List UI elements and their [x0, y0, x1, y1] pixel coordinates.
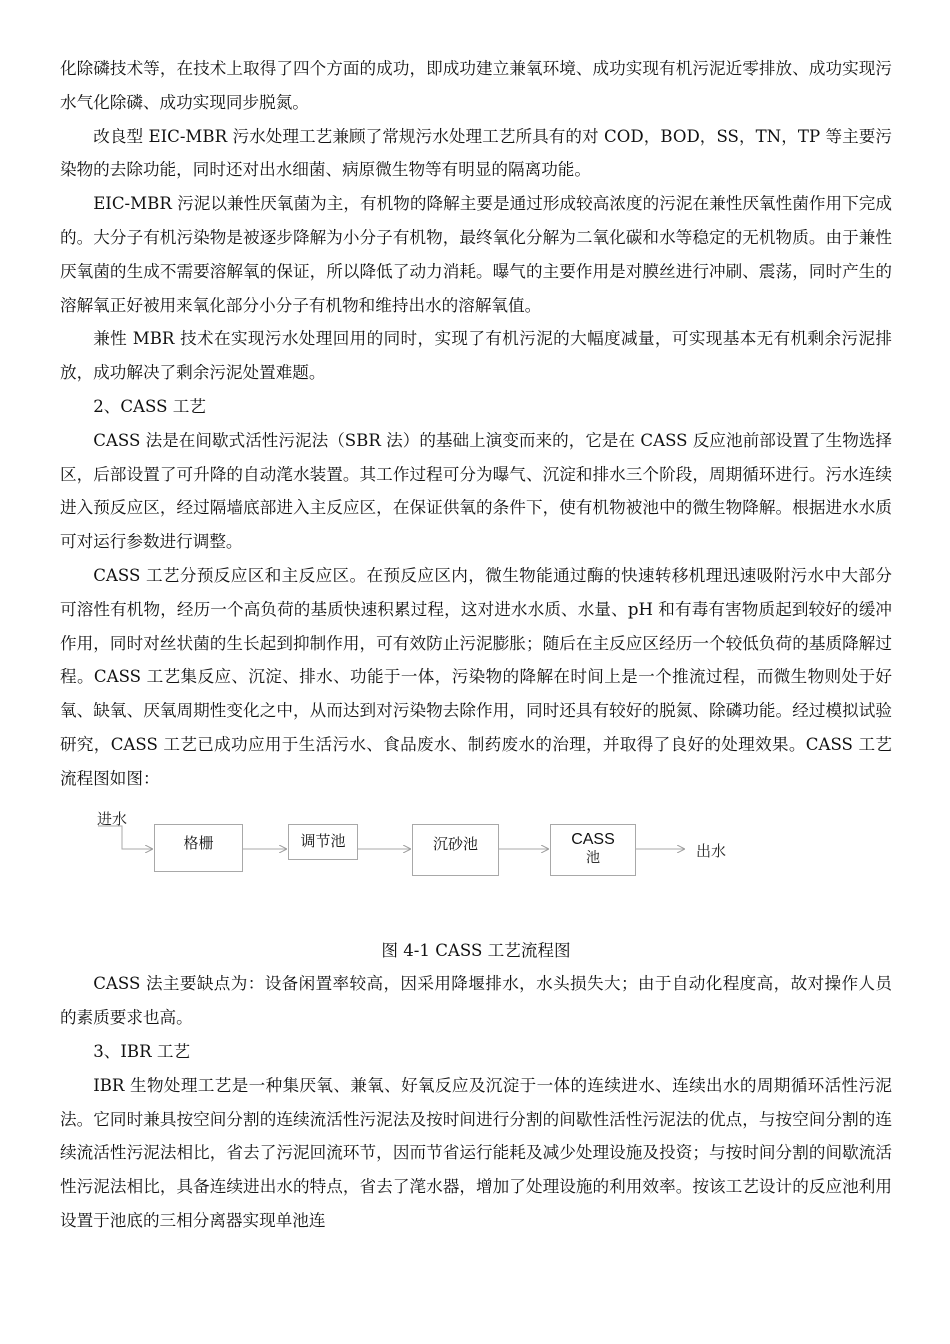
flow-step-regulating-tank — [288, 824, 358, 860]
flow-step-label: 格栅 — [183, 833, 214, 852]
flow-step-cass-tank — [550, 824, 636, 876]
flow-step-label: CASS — [571, 830, 615, 848]
figure-caption: 图 4-1 CASS 工艺流程图 — [381, 940, 571, 960]
document-page — [60, 52, 892, 1238]
section-heading-ibr: 3、IBR 工艺 — [93, 1041, 191, 1061]
paragraph: CASS 工艺分预反应区和主反应区。在预反应区内，微生物能通过酶的快速转移机理迅速吸附污水中大部分可溶性有机物，经历一个高负荷的基质快速积累过程，这对进水水质、水量、pH 和有毒有害物质起到较好的缓冲作用，同时对丝状菌的生长起到抑制作用，可有效防止污泥膨胀；随后在主反应区经历一个较低负荷的基质降解过程。CASS 工艺集反应、沉淀、排水、功能于一体，污染物的降解在时间上是一个推流过程，而微生物则处于好氧、缺氧、厌氧周期性变化之中，从而达到对污染物去除作用，同时还具有较好的脱氮、除磷功能。经过模拟试验研究，CASS 工艺已成功应用于生活污水、食品废水、制药废水的治理，并取得了良好的处理效果。CASS 工艺流程图如图： — [60, 565, 892, 788]
flow-step-label: 沉砂池 — [432, 834, 478, 853]
section-heading-cass: 2、CASS 工艺 — [93, 396, 206, 416]
paragraph: EIC-MBR 污泥以兼性厌氧菌为主，有机物的降解主要是通过形成较高浓度的污泥在兼性厌氧性菌作用下完成的。大分子有机污染物是被逐步降解为小分子有机物，最终氧化分解为二氧化碳和水等稳定的无机物质。由于兼性厌氧菌的生成不需要溶解氧的保证，所以降低了动力消耗。曝气的主要作用是对膜丝进行冲刷、震荡，同时产生的溶解氧正好被用来氧化部分小分子有机物和维持出水的溶解氧值。 — [60, 194, 892, 315]
paragraph: CASS 法主要缺点为：设备闲置率较高，因采用降堰排水，水头损失大；由于自动化程度高，故对操作人员的素质要求也高。 — [60, 974, 892, 1028]
inlet-arrow — [98, 826, 152, 849]
cass-flow-diagram — [60, 809, 892, 924]
flow-step-grit-chamber — [412, 824, 499, 876]
outlet-label: 出水 — [696, 841, 727, 860]
paragraph: 化除磷技术等，在技术上取得了四个方面的成功，即成功建立兼氧环境、成功实现有机污泥近零排放、成功实现污水气化除磷、成功实现同步脱氮。 — [60, 59, 892, 112]
flow-step-grille — [154, 824, 243, 872]
paragraph: CASS 法是在间歇式活性污泥法（SBR 法）的基础上演变而来的，它是在 CASS 反应池前部设置了生物选择区，后部设置了可升降的自动滗水装置。其工作过程可分为曝气、沉淀和排水三个阶段，周期循环进行。污水连续进入预反应区，经过隔墙底部进入主反应区，在保证供氧的条件下，使有机物被池中的微生物降解。根据进水水质可对运行参数进行调整。 — [60, 430, 892, 552]
paragraph: 改良型 EIC-MBR 污水处理工艺兼顾了常规污水处理工艺所具有的对 COD，BOD，SS，TN，TP 等主要污染物的去除功能，同时还对出水细菌、病原微生物等有明显的隔离功能。 — [60, 126, 892, 180]
flow-step-label: 池 — [586, 849, 600, 866]
flow-step-label: 调节池 — [300, 831, 346, 850]
paragraph: 兼性 MBR 技术在实现污水处理回用的同时，实现了有机污泥的大幅度减量，可实现基本无有机剩余污泥排放，成功解决了剩余污泥处置难题。 — [60, 329, 892, 383]
paragraph: IBR 生物处理工艺是一种集厌氧、兼氧、好氧反应及沉淀于一体的连续进水、连续出水的周期循环活性污泥法。它同时兼具按空间分割的连续流活性污泥法及按时间进行分割的间歇性活性污泥法的优点，与按空间分割的连续流活性污泥法相比，省去了污泥回流环节，因而节省运行能耗及减少处理设施及投资；与按时间分割的间歇流活性污泥法相比，具备连续进出水的特点，省去了滗水器，增加了处理设施的利用效率。按该工艺设计的反应池利用设置于池底的三相分离器实现单池连 — [60, 1075, 892, 1230]
inlet-label: 进水 — [97, 809, 128, 828]
